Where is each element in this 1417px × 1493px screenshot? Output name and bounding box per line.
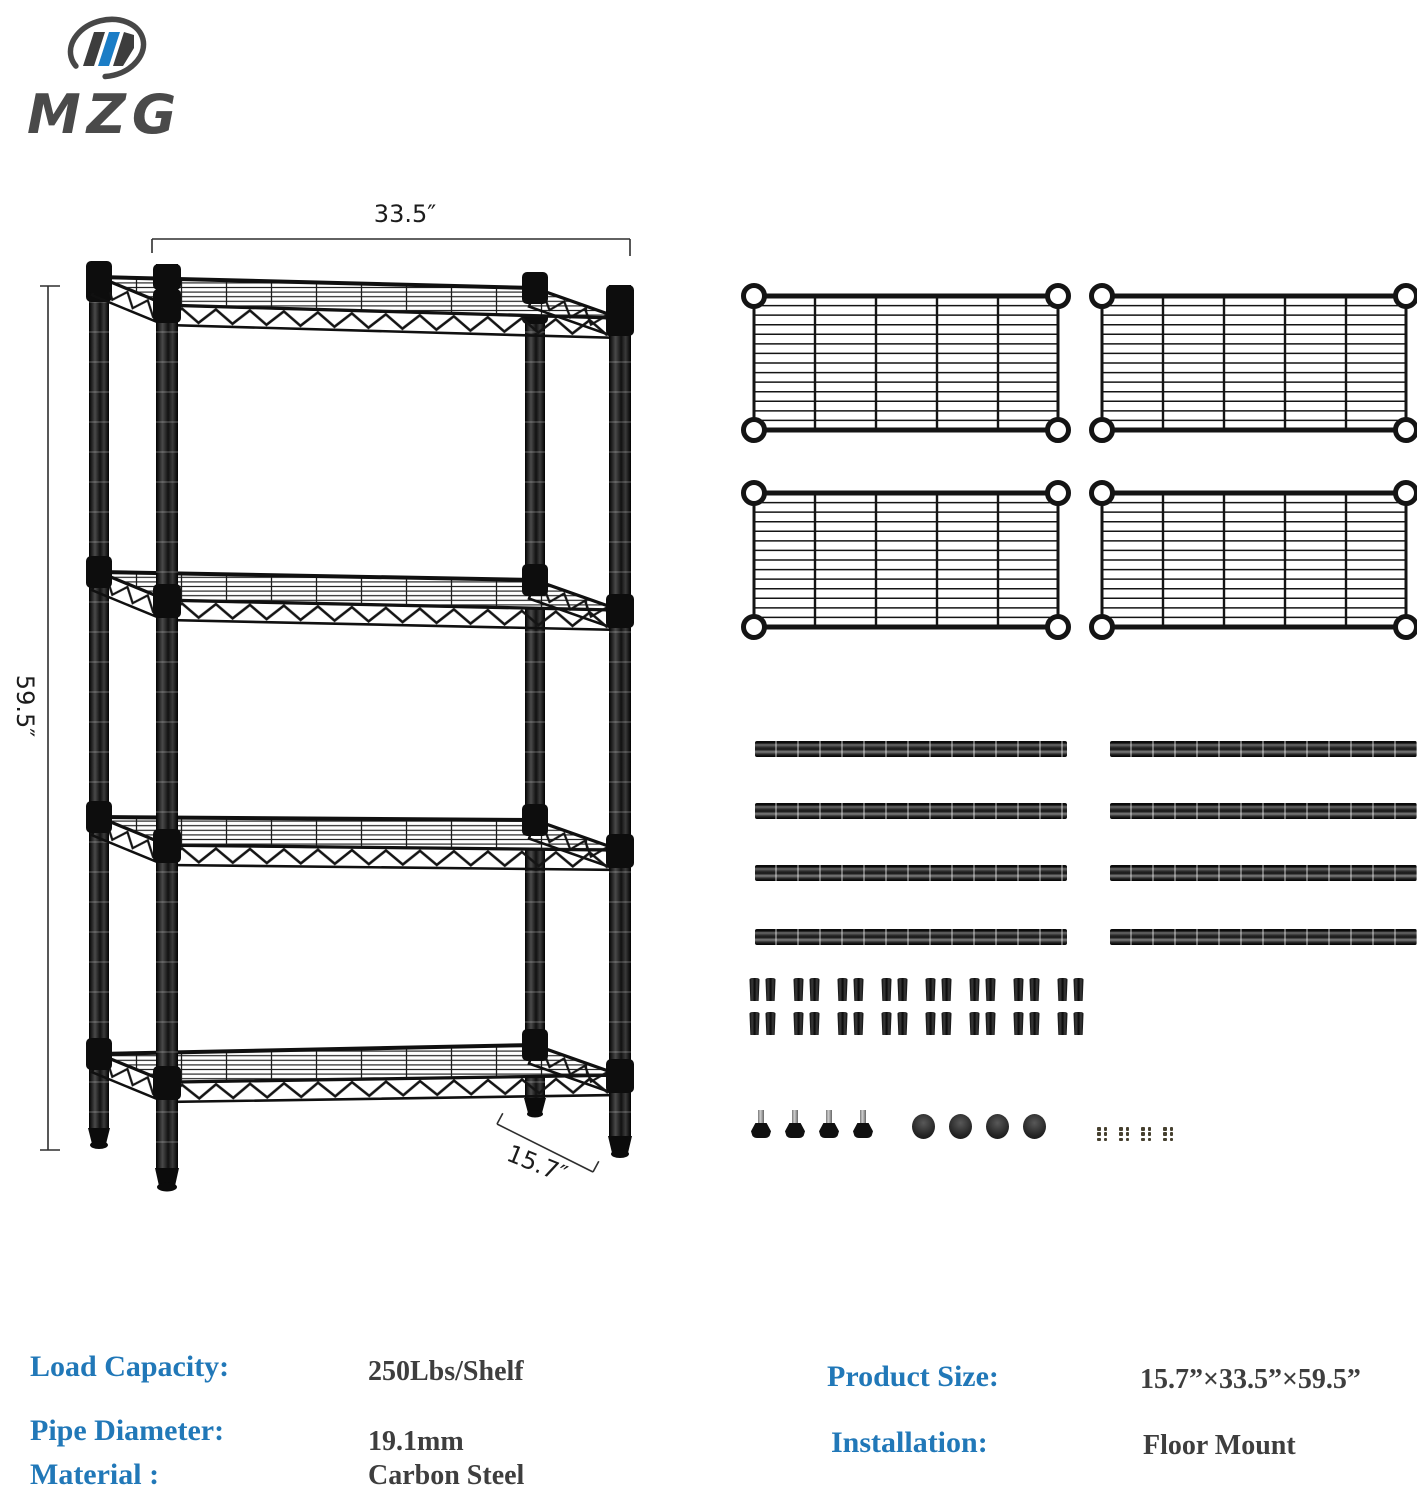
sleeve-clips-row-1 — [749, 978, 1084, 1001]
pole-pipe-1 — [755, 741, 1067, 757]
back-posts — [86, 278, 548, 1149]
shelving-unit-illustration — [0, 0, 700, 1260]
round-caps — [912, 1114, 1046, 1139]
pole-pipe-2 — [1110, 741, 1417, 757]
pole-pipe-6 — [1110, 865, 1417, 881]
screw-clusters — [1097, 1127, 1173, 1141]
width-dimension-label: 33.5″ — [373, 200, 437, 228]
spec-label-installation: Installation: — [831, 1426, 988, 1459]
depth-dimension-label: 15.7″ — [502, 1139, 572, 1189]
spec-value-product-size: 15.7”×33.5”×59.5” — [1140, 1364, 1361, 1395]
pole-pipe-8 — [1110, 929, 1417, 945]
spec-value-installation: Floor Mount — [1143, 1430, 1296, 1461]
brand-name: MZG — [27, 83, 183, 142]
pole-pipe-7 — [755, 929, 1067, 945]
wire-shelf-part-1 — [740, 282, 1072, 444]
spec-value-load-capacity: 250Lbs/Shelf — [368, 1356, 524, 1387]
wire-shelf-part-3 — [740, 479, 1072, 641]
leveling-feet — [750, 1110, 874, 1138]
pole-pipe-3 — [755, 803, 1067, 819]
spec-value-material: Carbon Steel — [368, 1460, 525, 1491]
pole-pipe-5 — [755, 865, 1067, 881]
spec-label-product-size: Product Size: — [827, 1360, 999, 1393]
spec-label-load-capacity: Load Capacity: — [30, 1350, 230, 1383]
spec-value-pipe-diameter: 19.1mm — [368, 1426, 464, 1457]
pole-pipe-4 — [1110, 803, 1417, 819]
spec-label-material: Material : — [30, 1458, 160, 1491]
height-dimension-label: 59.5″ — [11, 674, 39, 738]
spec-label-pipe-diameter: Pipe Diameter: — [30, 1414, 225, 1447]
wire-shelf-part-2 — [1088, 282, 1417, 444]
sleeve-clips-row-2 — [749, 1012, 1084, 1035]
wire-shelf-part-4 — [1088, 479, 1417, 641]
